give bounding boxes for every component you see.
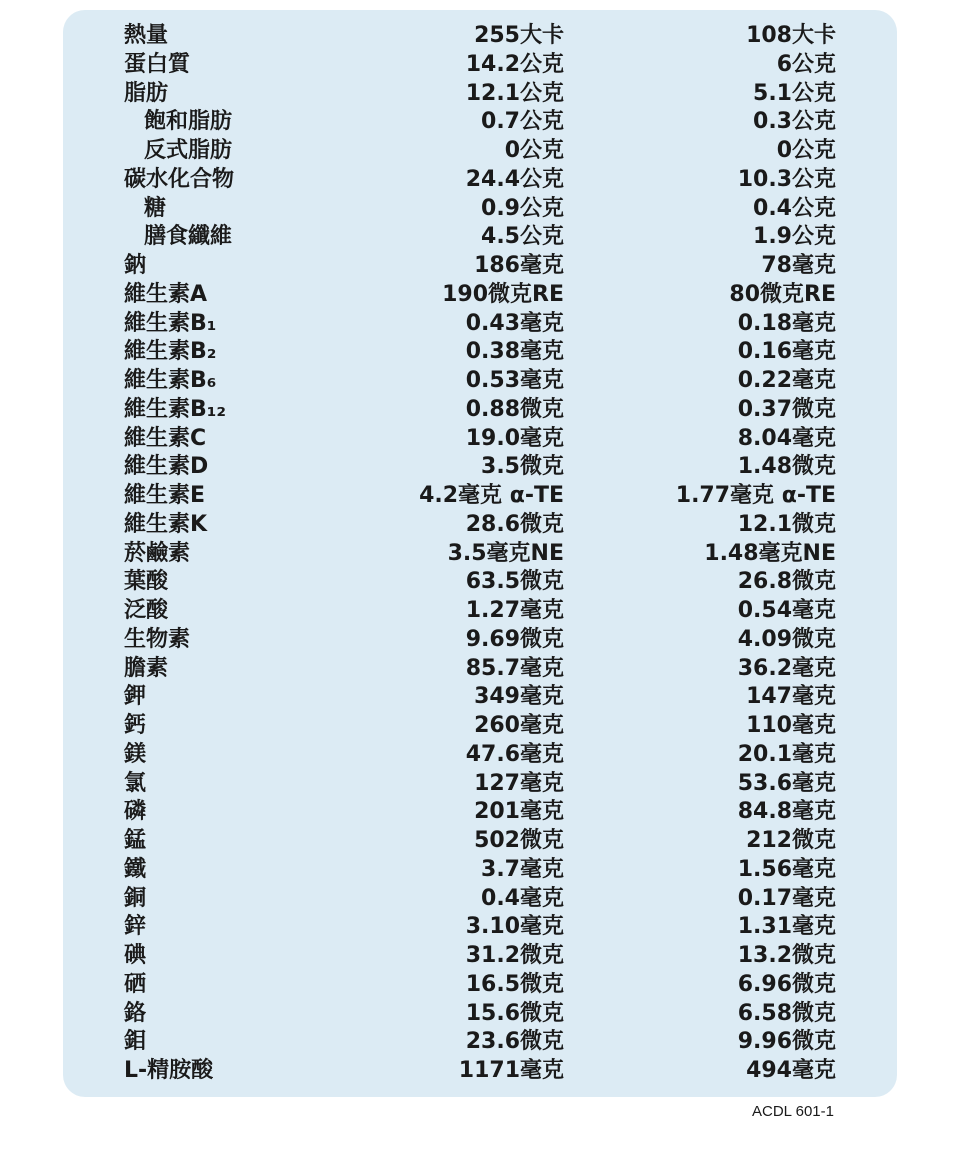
nutrient-name: 鉬 — [124, 1029, 147, 1055]
nutrient-name: 磷 — [124, 799, 147, 825]
nutrient-value-per-serving: 0.53毫克 — [465, 368, 564, 393]
nutrient-value-per-100: 0公克 — [776, 138, 836, 163]
nutrient-value-per-100: 8.04毫克 — [737, 425, 836, 451]
nutrient-name: 維生素B₁₂ — [124, 396, 227, 422]
nutrient-name: 維生素D — [124, 454, 209, 480]
nutrient-value-per-serving: 3.5毫克NE — [447, 540, 564, 566]
nutrient-value-per-serving: 0.43毫克 — [465, 310, 564, 336]
nutrient-value-per-100: 1.77毫克 α-TE — [675, 483, 836, 508]
nutrient-value-per-serving: 349毫克 — [474, 684, 564, 710]
nutrient-row — [0, 942, 960, 971]
nutrient-value-per-100: 26.8微克 — [737, 569, 836, 595]
nutrient-value-per-100: 13.2微克 — [737, 943, 836, 968]
nutrient-name: 鉀 — [124, 684, 147, 710]
nutrient-value-per-serving: 31.2微克 — [465, 943, 564, 968]
nutrition-table — [0, 22, 960, 1086]
nutrient-row — [0, 310, 960, 339]
nutrient-value-per-serving: 9.69微克 — [465, 626, 564, 652]
nutrient-row — [0, 626, 960, 655]
nutrient-value-per-100: 212微克 — [746, 828, 836, 853]
nutrient-value-per-serving: 4.2毫克 α-TE — [419, 483, 564, 508]
nutrient-row — [0, 798, 960, 827]
nutrient-value-per-100: 1.48微克 — [737, 454, 836, 480]
nutrient-row — [0, 482, 960, 511]
nutrient-row — [0, 597, 960, 626]
nutrient-row — [0, 568, 960, 597]
nutrient-row — [0, 770, 960, 799]
nutrient-row — [0, 80, 960, 109]
nutrient-name: 膳食纖維 — [144, 224, 233, 250]
nutrient-value-per-100: 84.8毫克 — [737, 799, 836, 825]
nutrient-row — [0, 741, 960, 770]
nutrient-row — [0, 885, 960, 914]
nutrient-value-per-serving: 3.10毫克 — [465, 914, 564, 940]
nutrient-name: 維生素B₁ — [124, 310, 217, 336]
nutrient-value-per-100: 20.1毫克 — [737, 741, 836, 767]
nutrient-value-per-100: 6.58微克 — [737, 1000, 836, 1026]
nutrient-value-per-100: 1.56毫克 — [737, 856, 836, 882]
nutrient-value-per-serving: 190微克RE — [442, 281, 564, 307]
nutrient-row — [0, 223, 960, 252]
nutrient-row — [0, 540, 960, 569]
nutrient-value-per-100: 1.9公克 — [753, 224, 836, 250]
nutrient-value-per-serving: 14.2公克 — [465, 51, 564, 77]
nutrient-value-per-100: 6.96微克 — [737, 971, 836, 997]
nutrient-name: 泛酸 — [124, 598, 169, 623]
nutrient-value-per-100: 10.3公克 — [737, 166, 836, 192]
nutrient-row — [0, 1028, 960, 1057]
nutrient-value-per-100: 147毫克 — [746, 684, 836, 710]
nutrient-value-per-serving: 63.5微克 — [465, 569, 564, 595]
nutrient-value-per-serving: 1.27毫克 — [465, 598, 564, 623]
nutrient-value-per-serving: 85.7毫克 — [465, 655, 564, 681]
nutrient-value-per-100: 78毫克 — [761, 253, 836, 278]
nutrient-value-per-100: 108大卡 — [746, 23, 836, 48]
nutrient-value-per-100: 0.4公克 — [753, 195, 836, 221]
nutrient-name: 鎂 — [124, 741, 147, 767]
nutrient-name: 鈣 — [124, 713, 147, 738]
nutrient-row — [0, 453, 960, 482]
nutrient-name: 碘 — [124, 943, 147, 968]
nutrient-value-per-serving: 28.6微克 — [465, 511, 564, 537]
nutrient-name: 鉻 — [124, 1000, 147, 1026]
nutrient-value-per-100: 80微克RE — [729, 281, 836, 307]
nutrient-name: 蛋白質 — [124, 51, 191, 77]
nutrient-row — [0, 1000, 960, 1029]
nutrient-row — [0, 913, 960, 942]
nutrient-value-per-100: 494毫克 — [746, 1058, 836, 1083]
nutrient-name: 銅 — [124, 885, 147, 911]
nutrient-value-per-100: 5.1公克 — [753, 80, 836, 106]
nutrient-row — [0, 971, 960, 1000]
nutrient-name: 生物素 — [124, 626, 191, 652]
nutrient-value-per-serving: 255大卡 — [474, 23, 564, 48]
nutrient-row — [0, 195, 960, 224]
nutrient-value-per-100: 0.22毫克 — [737, 368, 836, 393]
nutrient-value-per-100: 0.54毫克 — [737, 598, 836, 623]
nutrient-value-per-serving: 0.4毫克 — [481, 885, 564, 911]
nutrient-value-per-serving: 23.6微克 — [465, 1029, 564, 1055]
nutrient-name: 膽素 — [124, 655, 169, 681]
nutrient-row — [0, 281, 960, 310]
nutrient-row — [0, 655, 960, 684]
nutrient-name: 糖 — [144, 195, 167, 221]
nutrient-value-per-100: 9.96微克 — [737, 1029, 836, 1055]
nutrient-name: 維生素B₆ — [124, 368, 217, 393]
nutrient-value-per-100: 0.17毫克 — [737, 885, 836, 911]
nutrient-name: L-精胺酸 — [124, 1058, 214, 1083]
nutrient-value-per-serving: 3.5微克 — [481, 454, 564, 480]
nutrient-value-per-serving: 1171毫克 — [458, 1058, 564, 1083]
nutrient-row — [0, 511, 960, 540]
nutrient-value-per-100: 0.37微克 — [737, 396, 836, 422]
nutrient-value-per-serving: 260毫克 — [474, 713, 564, 738]
nutrient-row — [0, 683, 960, 712]
nutrient-value-per-serving: 16.5微克 — [465, 971, 564, 997]
nutrient-row — [0, 425, 960, 454]
nutrient-value-per-100: 6公克 — [776, 51, 836, 77]
nutrient-row — [0, 108, 960, 137]
nutrient-value-per-100: 0.3公克 — [753, 109, 836, 135]
nutrient-name: 碳水化合物 — [124, 166, 235, 192]
nutrient-row — [0, 712, 960, 741]
nutrient-name: 鋅 — [124, 914, 147, 940]
nutrient-row — [0, 22, 960, 51]
nutrient-value-per-100: 0.18毫克 — [737, 310, 836, 336]
nutrient-value-per-serving: 0.7公克 — [481, 109, 564, 135]
nutrient-value-per-serving: 0公克 — [504, 138, 564, 163]
nutrient-row — [0, 51, 960, 80]
nutrient-name: 鐵 — [124, 856, 147, 882]
nutrient-value-per-serving: 3.7毫克 — [481, 856, 564, 882]
nutrient-name: 錳 — [124, 828, 147, 853]
nutrient-name: 反式脂肪 — [144, 138, 233, 163]
nutrient-value-per-100: 0.16毫克 — [737, 339, 836, 365]
nutrient-row — [0, 338, 960, 367]
nutrient-row — [0, 137, 960, 166]
nutrient-value-per-100: 1.48毫克NE — [704, 540, 836, 566]
nutrient-value-per-serving: 0.88微克 — [465, 396, 564, 422]
nutrient-value-per-serving: 47.6毫克 — [465, 741, 564, 767]
nutrient-value-per-serving: 0.9公克 — [481, 195, 564, 221]
document-code: ACDL 601-1 — [752, 1103, 834, 1120]
nutrient-name: 維生素K — [124, 511, 208, 537]
nutrient-value-per-100: 12.1微克 — [737, 511, 836, 537]
nutrient-name: 葉酸 — [124, 569, 169, 595]
nutrient-row — [0, 367, 960, 396]
nutrient-value-per-serving: 127毫克 — [474, 770, 564, 796]
nutrient-name: 維生素A — [124, 281, 208, 307]
nutrient-row — [0, 827, 960, 856]
nutrient-name: 菸鹼素 — [124, 540, 191, 566]
nutrient-name: 維生素E — [124, 483, 206, 508]
nutrient-row — [0, 166, 960, 195]
nutrient-value-per-100: 36.2毫克 — [737, 655, 836, 681]
nutrient-name: 硒 — [124, 971, 147, 997]
nutrient-name: 鈉 — [124, 253, 147, 278]
nutrient-name: 飽和脂肪 — [144, 109, 233, 135]
nutrient-row — [0, 1057, 960, 1086]
nutrient-value-per-100: 110毫克 — [746, 713, 836, 738]
nutrient-value-per-serving: 201毫克 — [474, 799, 564, 825]
nutrient-value-per-serving: 19.0毫克 — [465, 425, 564, 451]
nutrient-value-per-100: 53.6毫克 — [737, 770, 836, 796]
nutrient-row — [0, 252, 960, 281]
nutrient-value-per-serving: 186毫克 — [474, 253, 564, 278]
nutrient-value-per-serving: 0.38毫克 — [465, 339, 564, 365]
nutrient-value-per-serving: 24.4公克 — [465, 166, 564, 192]
nutrient-value-per-serving: 4.5公克 — [481, 224, 564, 250]
nutrient-name: 氯 — [124, 770, 147, 796]
nutrient-name: 熱量 — [124, 23, 169, 48]
nutrient-value-per-serving: 15.6微克 — [465, 1000, 564, 1026]
nutrient-value-per-100: 1.31毫克 — [737, 914, 836, 940]
nutrient-value-per-serving: 502微克 — [474, 828, 564, 853]
nutrient-name: 維生素C — [124, 425, 207, 451]
nutrient-value-per-100: 4.09微克 — [737, 626, 836, 652]
nutrient-row — [0, 396, 960, 425]
nutrient-name: 脂肪 — [124, 80, 169, 106]
nutrient-name: 維生素B₂ — [124, 339, 217, 365]
nutrient-row — [0, 856, 960, 885]
nutrient-value-per-serving: 12.1公克 — [465, 80, 564, 106]
